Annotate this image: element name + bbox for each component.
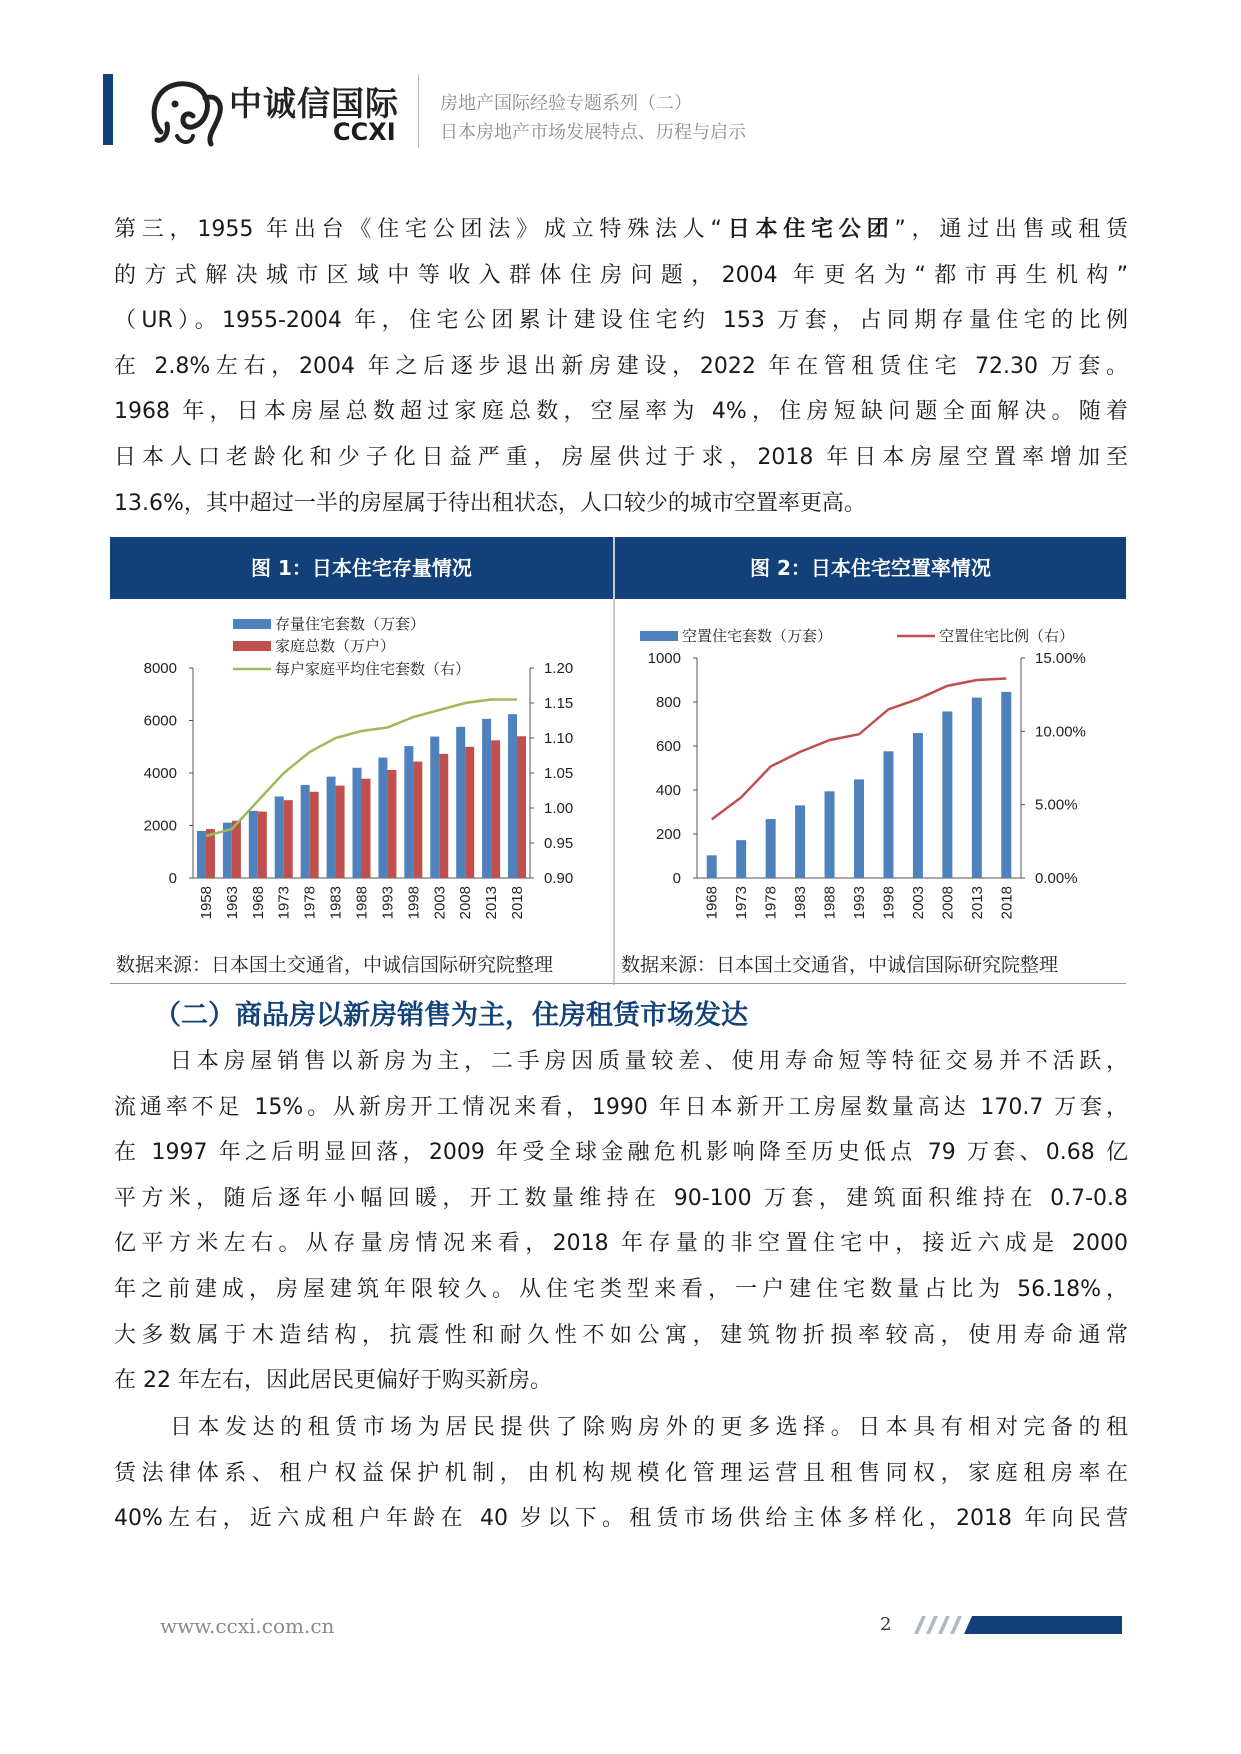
- category-label: 1958: [197, 886, 215, 920]
- bar-1988: [362, 779, 371, 878]
- bar-1983: [327, 777, 336, 878]
- category-label: 1978: [301, 886, 319, 920]
- category-label: 1983: [792, 886, 810, 920]
- header-divider: [418, 74, 419, 148]
- right-tick-label: 10.00%: [1035, 723, 1086, 741]
- category-label: 1998: [405, 886, 423, 920]
- right-tick-label: 5.00%: [1035, 796, 1078, 814]
- bar-1968: [249, 811, 258, 878]
- para2-line-8: 在 22 年左右，因此居民更偏好于购买新房。: [114, 1368, 552, 1394]
- bar-2003: [430, 737, 439, 878]
- bar-2013: [972, 698, 982, 878]
- figure-1-source: 数据来源：日本国土交通省，中诚信国际研究院整理: [116, 954, 554, 976]
- right-tick-label: 0.90: [544, 870, 574, 887]
- left-tick-label: 400: [655, 782, 681, 799]
- bar-1983: [795, 805, 805, 878]
- left-tick-label: 6000: [143, 712, 177, 730]
- para1-line-2: 的方式解决城市区域中等收入群体住房问题，2004 年更名为“都市再生机构”: [114, 262, 1128, 288]
- company-logo: [147, 74, 399, 150]
- bar-2003: [439, 754, 448, 878]
- footer-stripe-decoration: [906, 1614, 1126, 1636]
- right-tick-label: 1.20: [544, 660, 574, 677]
- category-label: 1988: [821, 886, 839, 920]
- category-label: 1968: [703, 886, 721, 920]
- legend-label: 空置住宅套数（万套）: [682, 628, 833, 645]
- left-tick-label: 1000: [647, 650, 681, 667]
- bar-1978: [310, 792, 319, 878]
- para2-line-2: 流通率不足 15%。从新房开工情况来看，1990 年日本新开工房屋数量高达 170.7 万套，: [114, 1094, 1128, 1120]
- category-label: 1963: [223, 886, 241, 920]
- bar-1983: [336, 786, 345, 878]
- left-tick-label: 600: [655, 738, 681, 755]
- bar-2003: [913, 733, 923, 878]
- legend-swatch: [233, 619, 271, 629]
- bar-1998: [883, 751, 893, 878]
- category-label: 1993: [379, 886, 397, 920]
- paragraph-new-housing: [114, 1039, 1128, 1404]
- category-label: 2018: [998, 886, 1016, 920]
- bar-1978: [301, 785, 310, 878]
- category-label: 2013: [968, 886, 986, 920]
- category-label: 1988: [353, 886, 371, 920]
- section-heading: （二）商品房以新房销售为主，住房租赁市场发达: [154, 1000, 748, 1031]
- paragraph-housing-corp: [114, 207, 1128, 526]
- para1-line-6: 日本人口老龄化和少子化日益严重，房屋供过于求，2018 年日本房屋空置率增加至: [114, 444, 1128, 470]
- para3-line-1: 日本发达的租赁市场为居民提供了除购房外的更多选择。日本具有相对完备的租: [170, 1415, 1128, 1440]
- bar-2008: [942, 711, 952, 878]
- para2-line-3: 在 1997 年之后明显回落，2009 年受全球金融危机影响降至历史低点 79 万套、0.68 亿: [114, 1140, 1128, 1166]
- category-label: 1983: [327, 886, 345, 920]
- figures-panel: [110, 537, 1126, 985]
- figure-2-title: 图 2：日本住宅空置率情况: [615, 537, 1126, 599]
- category-label: 2008: [939, 886, 957, 920]
- report-subtitle: 日本房地产市场发展特点、历程与启示: [440, 122, 746, 143]
- left-tick-label: 0: [168, 870, 177, 887]
- para2-line-4: 平方米，随后逐年小幅回暖，开工数量维持在 90-100 万套，建筑面积维持在 0.7-0.8: [114, 1185, 1128, 1211]
- category-label: 1973: [733, 886, 751, 920]
- chart-housing-stock: [110, 601, 613, 946]
- bar-1968: [258, 812, 267, 878]
- footer-website-link[interactable]: www.ccxi.com.cn: [160, 1614, 335, 1638]
- bar-1988: [353, 768, 362, 878]
- bar-1973: [284, 800, 293, 878]
- left-tick-label: 4000: [143, 765, 177, 782]
- para1-line-1: 第三，1955 年出台《住宅公团法》成立特殊法人“日本住宅公团”，通过出售或租赁: [114, 217, 1128, 242]
- bar-2018: [508, 714, 517, 878]
- bar-2018: [1001, 692, 1011, 878]
- legend-label: 存量住宅套数（万套）: [275, 616, 426, 633]
- legend-swatch: [233, 641, 271, 651]
- legend-label: 家庭总数（万户）: [275, 638, 396, 655]
- para2-line-7: 大多数属于木造结构，抗震性和耐久性不如公寓，建筑物折损率较高，使用寿命通常: [114, 1322, 1128, 1348]
- paragraph-rental-market: [114, 1405, 1128, 1542]
- bar-1968: [707, 855, 717, 878]
- bar-1993: [378, 758, 387, 878]
- bar-2008: [456, 727, 465, 878]
- category-label: 1973: [275, 886, 293, 920]
- category-label: 2013: [483, 886, 501, 920]
- para1-line-5: 1968 年，日本房屋总数超过家庭总数，空屋率为 4%，住房短缺问题全面解决。随着: [114, 399, 1128, 425]
- para3-line-2: 赁法律体系、租户权益保护机制，由机构规模化管理运营且租售同权，家庭租房率在: [114, 1460, 1128, 1486]
- elephant-logo-icon: [147, 74, 227, 150]
- bar-2013: [491, 740, 500, 878]
- para2-line-5: 亿平方米左右。从存量房情况来看，2018 年存量的非空置住宅中，接近六成是 2000: [114, 1231, 1128, 1257]
- para3-line-3: 40%左右，近六成租户年龄在 40 岁以下。租赁市场供给主体多样化，2018 年向民营: [114, 1506, 1128, 1532]
- bar-1988: [825, 791, 835, 878]
- legend-label: 空置住宅比例（右）: [939, 628, 1075, 645]
- left-tick-label: 0: [672, 870, 681, 887]
- category-label: 1998: [880, 886, 898, 920]
- para2-line-1: 日本房屋销售以新房为主，二手房因质量较差、使用寿命短等特征交易并不活跃，: [170, 1049, 1128, 1074]
- figure-2-source: 数据来源：日本国土交通省，中诚信国际研究院整理: [621, 954, 1059, 976]
- para2-line-6: 年之前建成，房屋建筑年限较久。从住宅类型来看，一户建住宅数量占比为 56.18%，: [114, 1276, 1128, 1302]
- left-tick-label: 800: [655, 694, 681, 711]
- right-tick-label: 15.00%: [1035, 650, 1086, 667]
- bar-2018: [517, 736, 526, 878]
- para1-line-4: 在 2.8%左右，2004 年之后逐步退出新房建设，2022 年在管租赁住宅 72.30 万套。: [114, 353, 1128, 379]
- right-tick-label: 1.00: [544, 800, 574, 817]
- left-tick-label: 8000: [143, 660, 177, 677]
- right-tick-label: 1.15: [544, 695, 574, 712]
- right-tick-label: 1.10: [544, 730, 574, 747]
- right-tick-label: 0.00%: [1035, 870, 1078, 887]
- report-series-title: 房地产国际经验专题系列（二）: [440, 93, 692, 114]
- bar-1978: [766, 819, 776, 878]
- para1-line-7: 13.6%，其中超过一半的房屋属于待出租状态，人口较少的城市空置率更高。: [114, 490, 866, 516]
- figure-bottom-rule: [110, 983, 1126, 984]
- logo-english-name: CCXI: [333, 118, 396, 146]
- category-label: 2003: [431, 886, 449, 920]
- logo-chinese-name: 中诚信国际: [229, 84, 399, 123]
- bar-1958: [197, 831, 206, 878]
- header-accent-bar: [103, 74, 113, 145]
- para1-line-3: （UR）。1955-2004 年，住宅公团累计建设住宅约 153 万套，占同期存量住宅的比例: [114, 308, 1128, 334]
- bar-2008: [465, 747, 474, 878]
- page-number: 2: [880, 1614, 892, 1635]
- bar-1973: [275, 796, 284, 878]
- category-label: 2018: [509, 886, 527, 920]
- bar-1998: [413, 762, 422, 878]
- right-tick-label: 0.95: [544, 835, 574, 852]
- legend-swatch: [640, 631, 678, 641]
- left-tick-label: 200: [655, 826, 681, 843]
- bar-1998: [404, 746, 413, 878]
- bar-2013: [482, 719, 491, 878]
- category-label: 1978: [762, 886, 780, 920]
- category-label: 2003: [909, 886, 927, 920]
- category-label: 2008: [457, 886, 475, 920]
- bar-1973: [736, 840, 746, 878]
- chart-vacancy-rate: [615, 601, 1126, 946]
- bar-1993: [387, 770, 396, 878]
- legend-label: 每户家庭平均住宅套数（右）: [275, 661, 471, 678]
- category-label: 1968: [249, 886, 267, 920]
- bar-1993: [854, 779, 864, 878]
- category-label: 1993: [851, 886, 868, 920]
- left-tick-label: 2000: [143, 817, 177, 835]
- right-tick-label: 1.05: [544, 765, 574, 782]
- figure-1-title: 图 1：日本住宅存量情况: [110, 537, 613, 599]
